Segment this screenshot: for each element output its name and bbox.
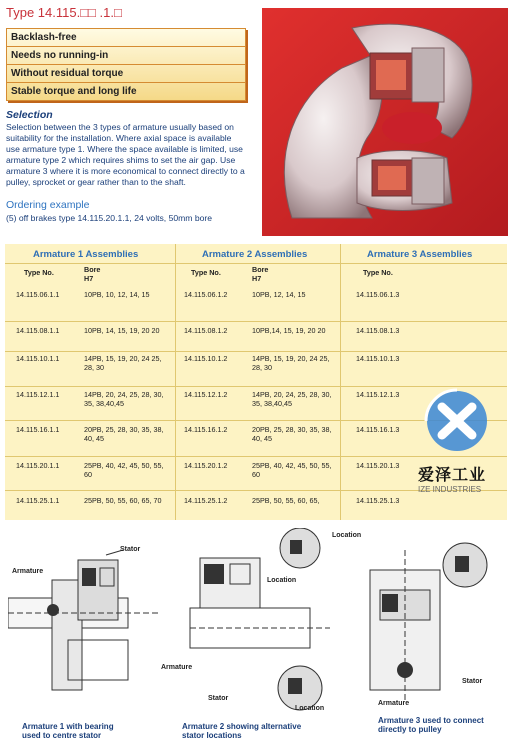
caption-line: directly to pulley	[378, 725, 442, 734]
watermark-english: IZE INDUSTRIES	[418, 485, 482, 494]
label-stator: Stator	[208, 695, 229, 702]
label-armature: Armature	[378, 700, 410, 707]
header-armature-2: Armature 2 Assemblies	[202, 249, 308, 260]
caption-armature-3	[378, 716, 484, 734]
diagram-armature-1	[8, 540, 168, 710]
label-armature: Armature	[12, 568, 44, 575]
table-cell: 14.115.06.1.2	[184, 290, 228, 299]
feature-item: Stable torque and long life	[11, 86, 137, 97]
caption-line: stator locations	[182, 731, 242, 740]
table-cell: 10PB, 12, 14, 15	[252, 290, 306, 299]
column-divider	[340, 244, 341, 520]
label-location-2: Location	[295, 705, 325, 712]
label-location: Location	[332, 532, 362, 539]
table-cell: 14.115.20.1.3	[356, 461, 400, 470]
col-bore-h7: H7	[252, 274, 262, 283]
col-bore-h7: H7	[84, 274, 94, 283]
column-divider	[175, 244, 176, 520]
col-bore: Bore	[84, 265, 101, 274]
ordering-text: (5) off brakes type 14.115.20.1.1, 24 volts, 50mm bore	[6, 213, 213, 223]
selection-heading: Selection	[6, 109, 53, 121]
table-cell: 14.115.20.1.1	[16, 461, 60, 470]
table-cell: 14.115.16.1.2	[184, 425, 228, 434]
company-watermark	[418, 385, 496, 505]
table-cell: 14.115.08.1.3	[356, 326, 400, 335]
label-location: Location	[267, 577, 297, 584]
label-stator: Stator	[462, 678, 483, 685]
col-type-no: Type No.	[363, 268, 393, 277]
table-cell: 10PB, 10, 12, 14, 15	[84, 290, 150, 299]
table-cell: 14.115.10.1.3	[356, 354, 400, 363]
feature-item: Without residual torque	[7, 65, 245, 83]
row-divider	[5, 321, 507, 322]
brake-product-photo	[262, 8, 508, 236]
table-cell: 14.115.16.1.1	[16, 425, 60, 434]
row-divider	[5, 351, 507, 352]
table-cell: 14.115.10.1.2	[184, 354, 228, 363]
header-armature-3: Armature 3 Assemblies	[367, 249, 473, 260]
table-cell: 14.115.12.1.1	[16, 390, 60, 399]
table-cell: 25PB, 50, 55, 60, 65,	[252, 496, 320, 505]
table-cell: 14.115.16.1.3	[356, 425, 400, 434]
table-cell: 14PB, 15, 19, 20, 24 25, 28, 30	[84, 354, 162, 372]
table-cell: 14.115.25.1.2	[184, 496, 228, 505]
feature-list	[6, 28, 246, 101]
table-cell: 25PB, 40, 42, 45, 50, 55, 60	[252, 461, 332, 479]
caption-line: Armature 1 with bearing	[22, 722, 114, 731]
col-type-no: Type No.	[24, 268, 54, 277]
table-cell: 14.115.08.1.1	[16, 326, 60, 335]
diagram-armature-2	[150, 528, 350, 718]
label-armature: Armature	[161, 664, 193, 671]
table-cell: 25PB, 40, 42, 45, 50, 55, 60	[84, 461, 164, 479]
col-bore: Bore	[252, 265, 269, 274]
caption-line: Armature 3 used to connect	[378, 716, 484, 725]
table-cell: 14.115.25.1.1	[16, 496, 60, 505]
caption-line: used to centre stator	[22, 731, 102, 740]
table-cell: 25PB, 50, 55, 60, 65, 70	[84, 496, 162, 505]
ize-logo-icon	[418, 385, 496, 455]
row-divider	[5, 263, 507, 264]
table-cell: 14PB, 20, 24, 25, 28, 30, 35, 38,40,45	[252, 390, 332, 408]
col-type-no: Type No.	[191, 268, 221, 277]
caption-armature-2	[182, 722, 301, 740]
table-cell: 14PB, 20, 24, 25, 28, 30, 35, 38,40,45	[84, 390, 164, 408]
ordering-heading: Ordering example	[6, 199, 90, 211]
feature-item: Backlash-free	[7, 29, 245, 47]
table-cell: 14.115.06.1.3	[356, 290, 400, 299]
table-cell: 14.115.12.1.2	[184, 390, 228, 399]
diagram-armature-3	[332, 530, 516, 710]
watermark-chinese: 爱泽工业	[418, 467, 487, 484]
header-armature-1: Armature 1 Assemblies	[33, 249, 139, 260]
table-cell: 14.115.06.1.1	[16, 290, 60, 299]
feature-item: Needs no running-in	[7, 47, 245, 65]
table-cell: 20PB, 25, 28, 30, 35, 38, 40, 45	[252, 425, 332, 443]
table-cell: 14.115.08.1.2	[184, 326, 228, 335]
caption-armature-1	[22, 722, 114, 740]
table-cell: 14.115.10.1.1	[16, 354, 60, 363]
table-cell: 14PB, 15, 19, 20, 24 25, 28, 30	[252, 354, 330, 372]
caption-line: Armature 2 showing alternative	[182, 722, 302, 731]
table-cell: 14.115.25.1.3	[356, 496, 400, 505]
table-cell: 10PB, 14, 15, 19, 20 20	[84, 326, 160, 335]
table-cell: 14.115.20.1.2	[184, 461, 228, 470]
table-cell: 20PB, 25, 28, 30, 35, 38, 40, 45	[84, 425, 164, 443]
selection-text: Selection between the 3 types of armature usually based on suitability for the installation. Where axial space is available use armature type 1. Where the space available is limited, use armature type 2 which requires shims to set the air gap. Use armature 3 where it is more economical to connect directly to a pulley, sprocket or gear rather than to the shaft.	[6, 122, 245, 187]
label-stator: Stator	[120, 546, 141, 553]
page-title: Type 14.115.□□ .1.□	[6, 5, 122, 20]
table-cell: 10PB,14, 15, 19, 20 20	[252, 326, 326, 335]
table-cell: 14.115.12.1.3	[356, 390, 400, 399]
